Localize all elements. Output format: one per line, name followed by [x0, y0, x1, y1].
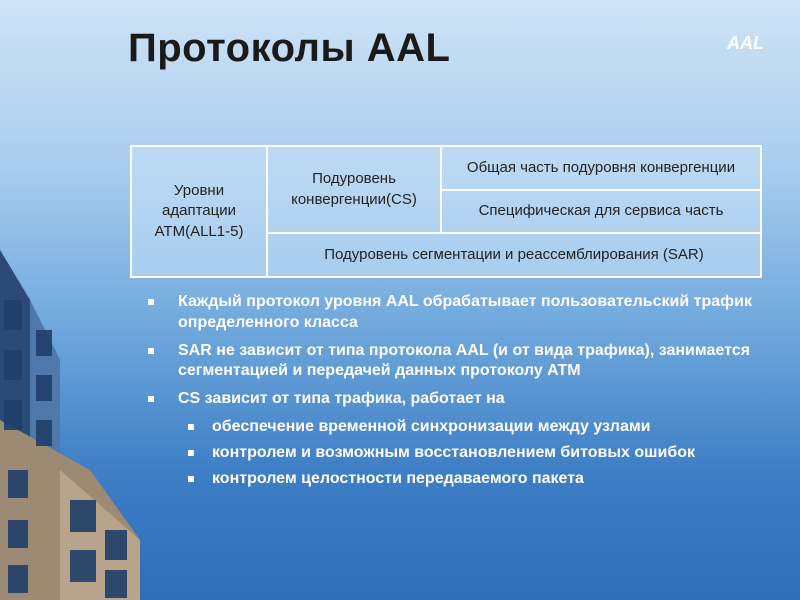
cell-sar-sublayer: Подуровень сегментации и реассемблирования (SAR): [267, 233, 761, 277]
sub-bullet-item: [148, 443, 788, 464]
sub-bullet-text: контролем целостности передаваемого пакета: [212, 469, 584, 487]
bullet-item: [148, 389, 788, 410]
slide-corner-tag: AAL: [727, 33, 764, 53]
bullet-text: Каждый протокол уровня AAL обрабатывает пользовательский трафик определенного класса: [178, 293, 752, 331]
square-bullet-icon: [188, 424, 194, 430]
bullet-item: [148, 341, 788, 383]
sub-bullet-text: обеспечение временной синхронизации между узлами: [212, 417, 651, 435]
sub-bullet-text: контролем и возможным восстановлением битовых ошибок: [212, 443, 695, 461]
sub-bullet-item: [148, 417, 788, 438]
aal-structure-table: [130, 145, 762, 278]
cell-cs-common-part: Общая часть подуровня конвергенции: [441, 146, 761, 190]
square-bullet-icon: [148, 396, 154, 402]
square-bullet-icon: [188, 450, 194, 456]
bullet-text: CS зависит от типа трафика, работает на: [178, 390, 505, 408]
cell-cs-service-specific: Специфическая для сервиса часть: [441, 190, 761, 234]
cell-cs-sublayer: Подуровень конвергенции(CS): [267, 146, 441, 233]
table-row: [131, 146, 761, 190]
sub-bullet-item: [148, 469, 788, 490]
slide-title: Протоколы AAL: [128, 26, 451, 70]
square-bullet-icon: [188, 476, 194, 482]
bullet-list: [148, 292, 788, 494]
cell-adaptation-levels: Уровни адаптации ATM(ALL1-5): [131, 146, 267, 277]
square-bullet-icon: [148, 348, 154, 354]
bullet-item: [148, 292, 788, 334]
square-bullet-icon: [148, 299, 154, 305]
bullet-text: SAR не зависит от типа протокола AAL (и от вида трафика), занимается сегментацией и передачей данных протоколу ATM: [178, 341, 750, 380]
